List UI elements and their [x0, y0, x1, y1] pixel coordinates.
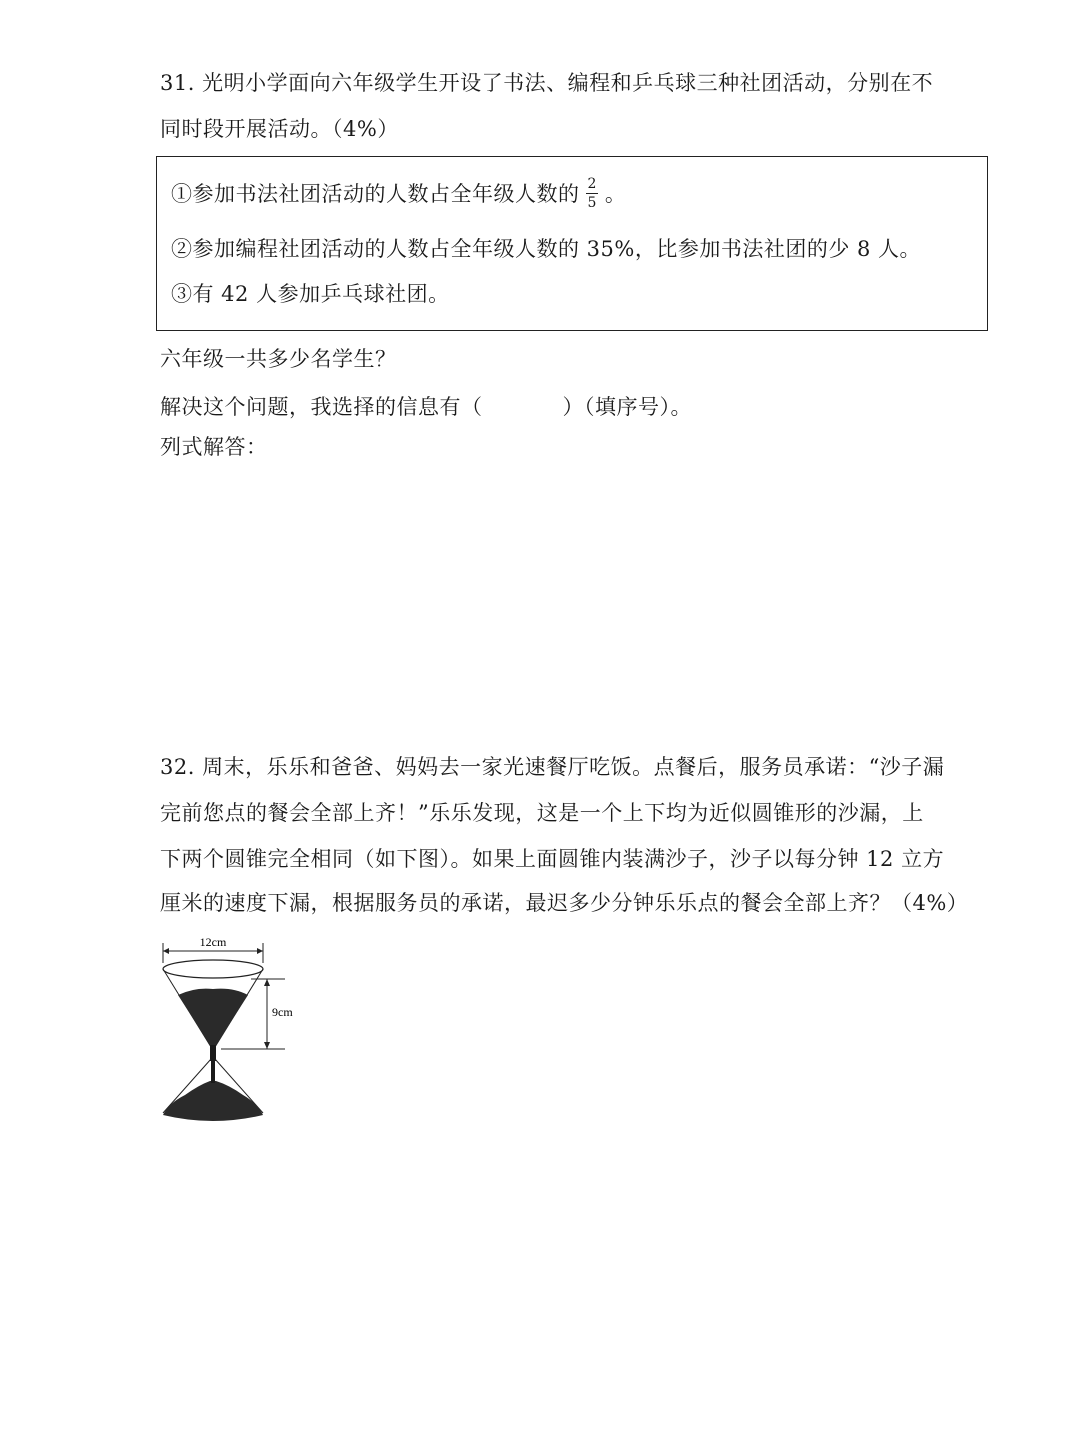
q31-info-box	[156, 156, 988, 331]
bottom-sand	[163, 1081, 263, 1121]
fraction-two-fifths	[586, 177, 599, 210]
q31-info-item-1-text: ①参加书法社团活动的人数占全年级人数的	[171, 182, 580, 206]
q31-solve-label: 列式解答：	[160, 435, 268, 459]
top-sand	[178, 989, 248, 1045]
q31-select-prefix: 解决这个问题，我选择的信息有（	[160, 395, 483, 419]
q31-line-2: 同时段开展活动。（4%）	[160, 117, 399, 141]
q31-select-info	[160, 392, 692, 422]
q32-line-4: 厘米的速度下漏，根据服务员的承诺，最迟多少分钟乐乐点的餐会全部上齐？（4%）	[160, 891, 969, 915]
fraction-numerator: 2	[587, 176, 597, 192]
height-label: 9cm	[272, 1005, 293, 1019]
q31-line-1: 31. 光明小学面向六年级学生开设了书法、编程和乒乓球三种社团活动，分别在不	[160, 71, 934, 95]
hourglass-neck	[210, 1045, 216, 1061]
q31-info-item-1	[171, 176, 627, 212]
hourglass-figure	[155, 935, 315, 1130]
q31-select-suffix: ）（填序号）。	[562, 395, 692, 419]
q32-line-1: 32. 周末，乐乐和爸爸、妈妈去一家光速餐厅吃饭。点餐后，服务员承诺：“沙子漏	[160, 755, 945, 779]
fraction-denominator: 5	[587, 195, 597, 211]
q31-question: 六年级一共多少名学生？	[160, 347, 397, 371]
q31-info-item-2: ②参加编程社团活动的人数占全年级人数的 35%，比参加书法社团的少 8 人。	[171, 237, 922, 261]
q32-line-3: 下两个圆锥完全相同（如下图）。如果上面圆锥内装满沙子，沙子以每分钟 12 立方	[160, 847, 945, 871]
q31-info-item-1-suffix: 。	[604, 182, 627, 206]
diameter-label: 12cm	[199, 935, 227, 949]
hourglass-diagram	[155, 935, 315, 1130]
q32-line-2: 完前您点的餐会全部上齐！”乐乐发现，这是一个上下均为近似圆锥形的沙漏，上	[160, 801, 924, 825]
q31-info-item-3: ③有 42 人参加乒乓球社团。	[171, 282, 450, 306]
top-cone-rim	[163, 960, 263, 978]
